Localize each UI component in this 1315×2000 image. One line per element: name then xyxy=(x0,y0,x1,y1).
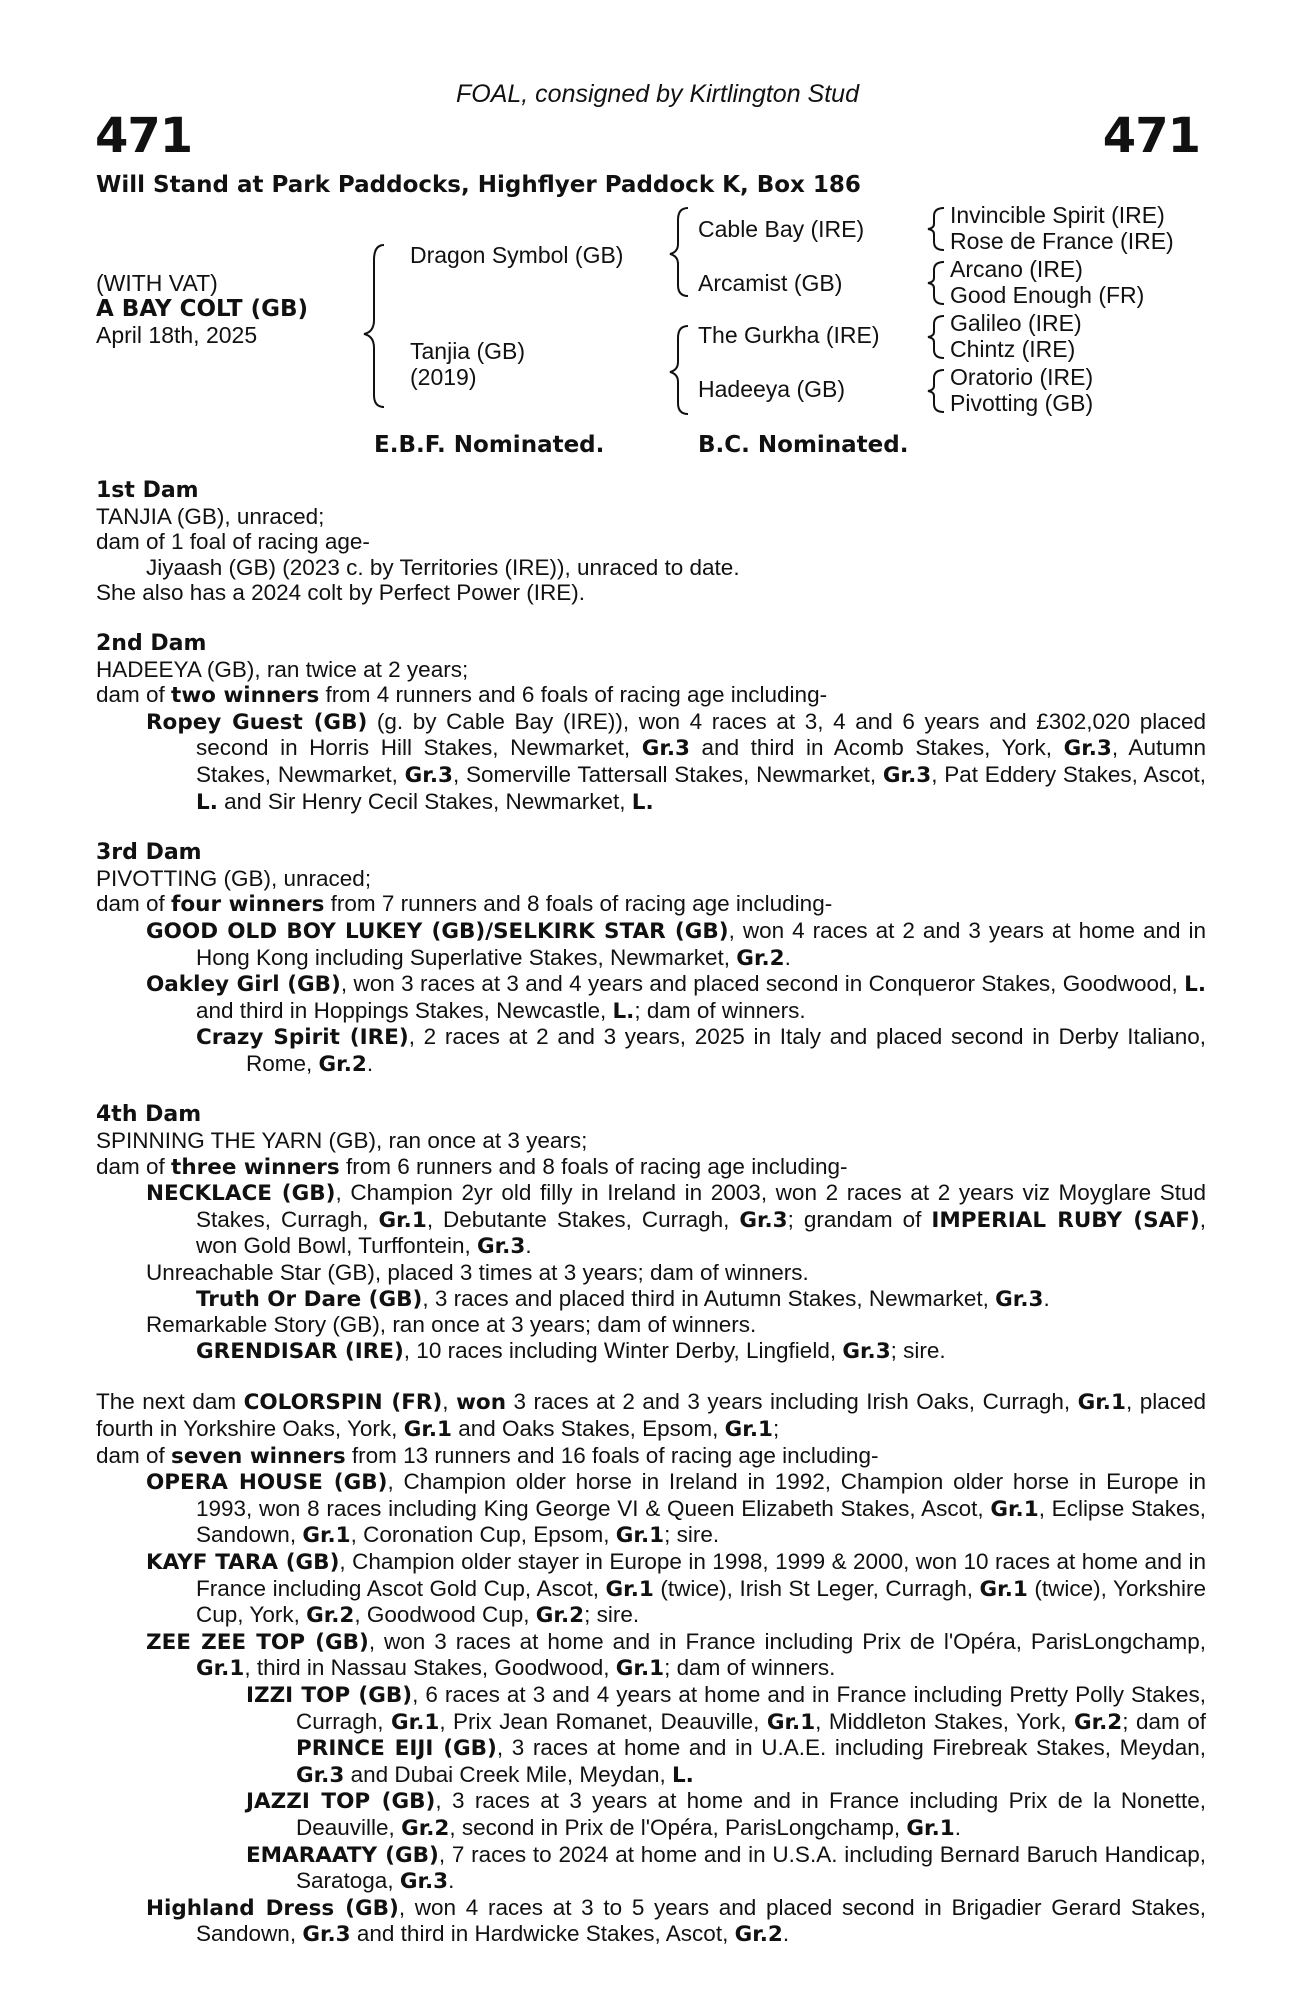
produce-line: dam of two winners from 4 runners and 6 foals of racing age including- xyxy=(96,682,828,709)
horse-dob: April 18th, 2025 xyxy=(96,322,258,348)
horse-name: A BAY COLT (GB) xyxy=(96,296,309,322)
grandparent-7: Oratorio (IRE) xyxy=(950,364,1094,390)
dam-year: (2019) xyxy=(410,364,477,390)
third-dam-section xyxy=(96,840,1206,1077)
ebf-nominated: E.B.F. Nominated. xyxy=(374,432,605,458)
sire-dam: Arcamist (GB) xyxy=(698,270,843,296)
produce-entry: Unreachable Star (GB), placed 3 times at 3 years; dam of winners. xyxy=(146,1260,809,1286)
grandparent-4: Good Enough (FR) xyxy=(950,282,1145,308)
lot-number-right: 471 xyxy=(1102,108,1200,164)
produce-entry: ZEE ZEE TOP (GB), won 3 races at home and in France including Prix de l'Opéra, ParisLongchamp, Gr.1, third in Nassau Stakes, Goodwood, Gr.1; dam of winners. xyxy=(146,1628,1206,1682)
produce-entry: Ropey Guest (GB) (g. by Cable Bay (IRE)), won 4 races at 3, 4 and 6 years and £302,020 placed second in Horris Hill Stakes, Newmarket, Gr.3 and third in Acomb Stakes, York, Gr.3, Autumn Stakes, Newmarket, Gr.3, Somerville Tattersall Stakes, Newmarket, Gr.3, Pat Eddery Stakes, Ascot, L. and Sir Henry Cecil Stakes, Newmarket, L. xyxy=(146,708,1206,815)
produce-entry: NECKLACE (GB), Champion 2yr old filly in Ireland in 2003, won 2 races at 2 years viz Moyglare Stud Stakes, Curragh, Gr.1, Debutante Stakes, Curragh, Gr.3; grandam of IMPERIAL RUBY (SAF), won Gold Bowl, Turffontein, Gr.3. xyxy=(146,1180,1206,1260)
note-line: She also has a 2024 colt by Perfect Power (IRE). xyxy=(96,580,585,606)
dam-line: SPINNING THE YARN (GB), ran once at 3 years; xyxy=(96,1128,588,1154)
produce-entry: GRENDISAR (IRE), 10 races including Winter Derby, Lingfield, Gr.3; sire. xyxy=(196,1337,946,1364)
dam-sire: The Gurkha (IRE) xyxy=(698,322,880,348)
produce-line: dam of three winners from 6 runners and 8 foals of racing age including- xyxy=(96,1153,848,1180)
brace-main xyxy=(364,245,384,407)
stable-location: Will Stand at Park Paddocks, Highflyer Paddock K, Box 186 xyxy=(96,172,861,198)
sire-name: Dragon Symbol (GB) xyxy=(410,242,624,268)
brace-g1 xyxy=(928,208,944,250)
sire-sire: Cable Bay (IRE) xyxy=(698,216,865,242)
produce-entry: EMARAATY (GB), 7 races to 2024 at home and in U.S.A. including Bernard Baruch Handicap, Saratoga, Gr.3. xyxy=(246,1841,1206,1895)
produce-entry: KAYF TARA (GB), Champion older stayer in Europe in 1998, 1999 & 2000, won 10 races at home and in France including Ascot Gold Cup, Ascot, Gr.1 (twice), Irish St Leger, Curragh, Gr.1 (twice), Yorkshire Cup, York, Gr.2, Goodwood Cup, Gr.2; sire. xyxy=(146,1548,1207,1629)
produce-entry: Crazy Spirit (IRE), 2 races at 2 and 3 years, 2025 in Italy and placed second in Derby Italiano, Rome, Gr.2. xyxy=(196,1024,1207,1077)
produce-entry: Oakley Girl (GB), won 3 races at 3 and 4 years and placed second in Conqueror Stakes, Goodwood, L. and third in Hoppings Stakes, Newcastle, L.; dam of winners. xyxy=(146,971,1206,1024)
dam-line: HADEEYA (GB), ran twice at 2 years; xyxy=(96,656,469,682)
brace-g2 xyxy=(928,262,944,304)
grandparent-5: Galileo (IRE) xyxy=(950,310,1082,336)
dam-dam: Hadeeya (GB) xyxy=(698,376,846,402)
fourth-dam-section xyxy=(96,1102,1206,1364)
produce-line: dam of seven winners from 13 runners and 16 foals of racing age including- xyxy=(96,1442,879,1469)
produce-entry: Truth Or Dare (GB), 3 races and placed third in Autumn Stakes, Newmarket, Gr.3. xyxy=(196,1285,1050,1312)
next-dam-line: The next dam COLORSPIN (FR), won 3 races at 2 and 3 years including Irish Oaks, Curragh, Gr.1, placed fourth in Yorkshire Oaks, York, Gr.1 and Oaks Stakes, Epsom, Gr.1; xyxy=(96,1389,1206,1442)
brace-dam xyxy=(670,326,688,414)
brace-g4 xyxy=(928,370,944,412)
grandparent-3: Arcano (IRE) xyxy=(950,256,1083,282)
section-heading: 2nd Dam xyxy=(96,630,207,656)
produce-entry: JAZZI TOP (GB), 3 races at 3 years at home and in France including Prix de la Nonette, Deauville, Gr.2, second in Prix de l'Opéra, ParisLongchamp, Gr.1. xyxy=(246,1788,1206,1841)
grandparent-6: Chintz (IRE) xyxy=(950,336,1076,362)
lot-number-left: 471 xyxy=(95,108,193,164)
produce-entry: IZZI TOP (GB), 6 races at 3 and 4 years at home and in France including Pretty Polly Stakes, Curragh, Gr.1, Prix Jean Romanet, Deauville, Gr.1, Middleton Stakes, York, Gr.2; dam of PRINCE EIJI (GB), 3 races at home and in U.A.E. including Firebreak Stakes, Meydan, Gr.3 and Dubai Creek Mile, Meydan, L. xyxy=(246,1681,1206,1788)
brace-sire xyxy=(670,208,688,296)
family-notes xyxy=(96,478,1206,1973)
dam-line: TANJIA (GB), unraced; xyxy=(96,503,325,529)
grandparent-1: Invincible Spirit (IRE) xyxy=(950,202,1165,228)
bc-nominated: B.C. Nominated. xyxy=(698,432,909,458)
produce-entry: Highland Dress (GB), won 4 races at 3 to 5 years and placed second in Brigadier Gerard Stakes, Sandown, Gr.3 and third in Hardwicke Stakes, Ascot, Gr.2. xyxy=(146,1894,1207,1948)
section-heading: 4th Dam xyxy=(96,1102,202,1128)
grandparent-2: Rose de France (IRE) xyxy=(950,228,1174,254)
next-dam-section xyxy=(96,1389,1206,1947)
consignor-subtitle: FOAL, consigned by Kirtlington Stud xyxy=(455,80,859,108)
dam-name: Tanjia (GB) xyxy=(410,338,526,364)
grandparent-8: Pivotting (GB) xyxy=(950,390,1094,416)
produce-entry: OPERA HOUSE (GB), Champion older horse in Ireland in 1992, Champion older horse in Europe in 1993, won 8 races including King George VI & Queen Elizabeth Stakes, Ascot, Gr.1, Eclipse Stakes, Sandown, Gr.1, Coronation Cup, Epsom, Gr.1; sire. xyxy=(146,1469,1206,1549)
produce-entry: Jiyaash (GB) (2023 c. by Territories (IRE)), unraced to date. xyxy=(146,554,740,580)
brace-g3 xyxy=(928,316,944,358)
second-dam-section xyxy=(96,631,1206,815)
produce-entry: Remarkable Story (GB), ran once at 3 years; dam of winners. xyxy=(146,1312,757,1338)
produce-line: dam of four winners from 7 runners and 8 foals of racing age including- xyxy=(96,891,833,918)
section-heading: 1st Dam xyxy=(96,478,199,503)
section-heading: 3rd Dam xyxy=(96,840,202,866)
dam-line: PIVOTTING (GB), unraced; xyxy=(96,865,372,891)
first-dam-section xyxy=(96,478,1206,606)
produce-line: dam of 1 foal of racing age- xyxy=(96,529,370,555)
vat-note: (WITH VAT) xyxy=(96,270,218,296)
produce-entry: GOOD OLD BOY LUKEY (GB)/SELKIRK STAR (GB), won 4 races at 2 and 3 years at home and in Hong Kong including Superlative Stakes, Newmarket, Gr.2. xyxy=(146,917,1206,971)
